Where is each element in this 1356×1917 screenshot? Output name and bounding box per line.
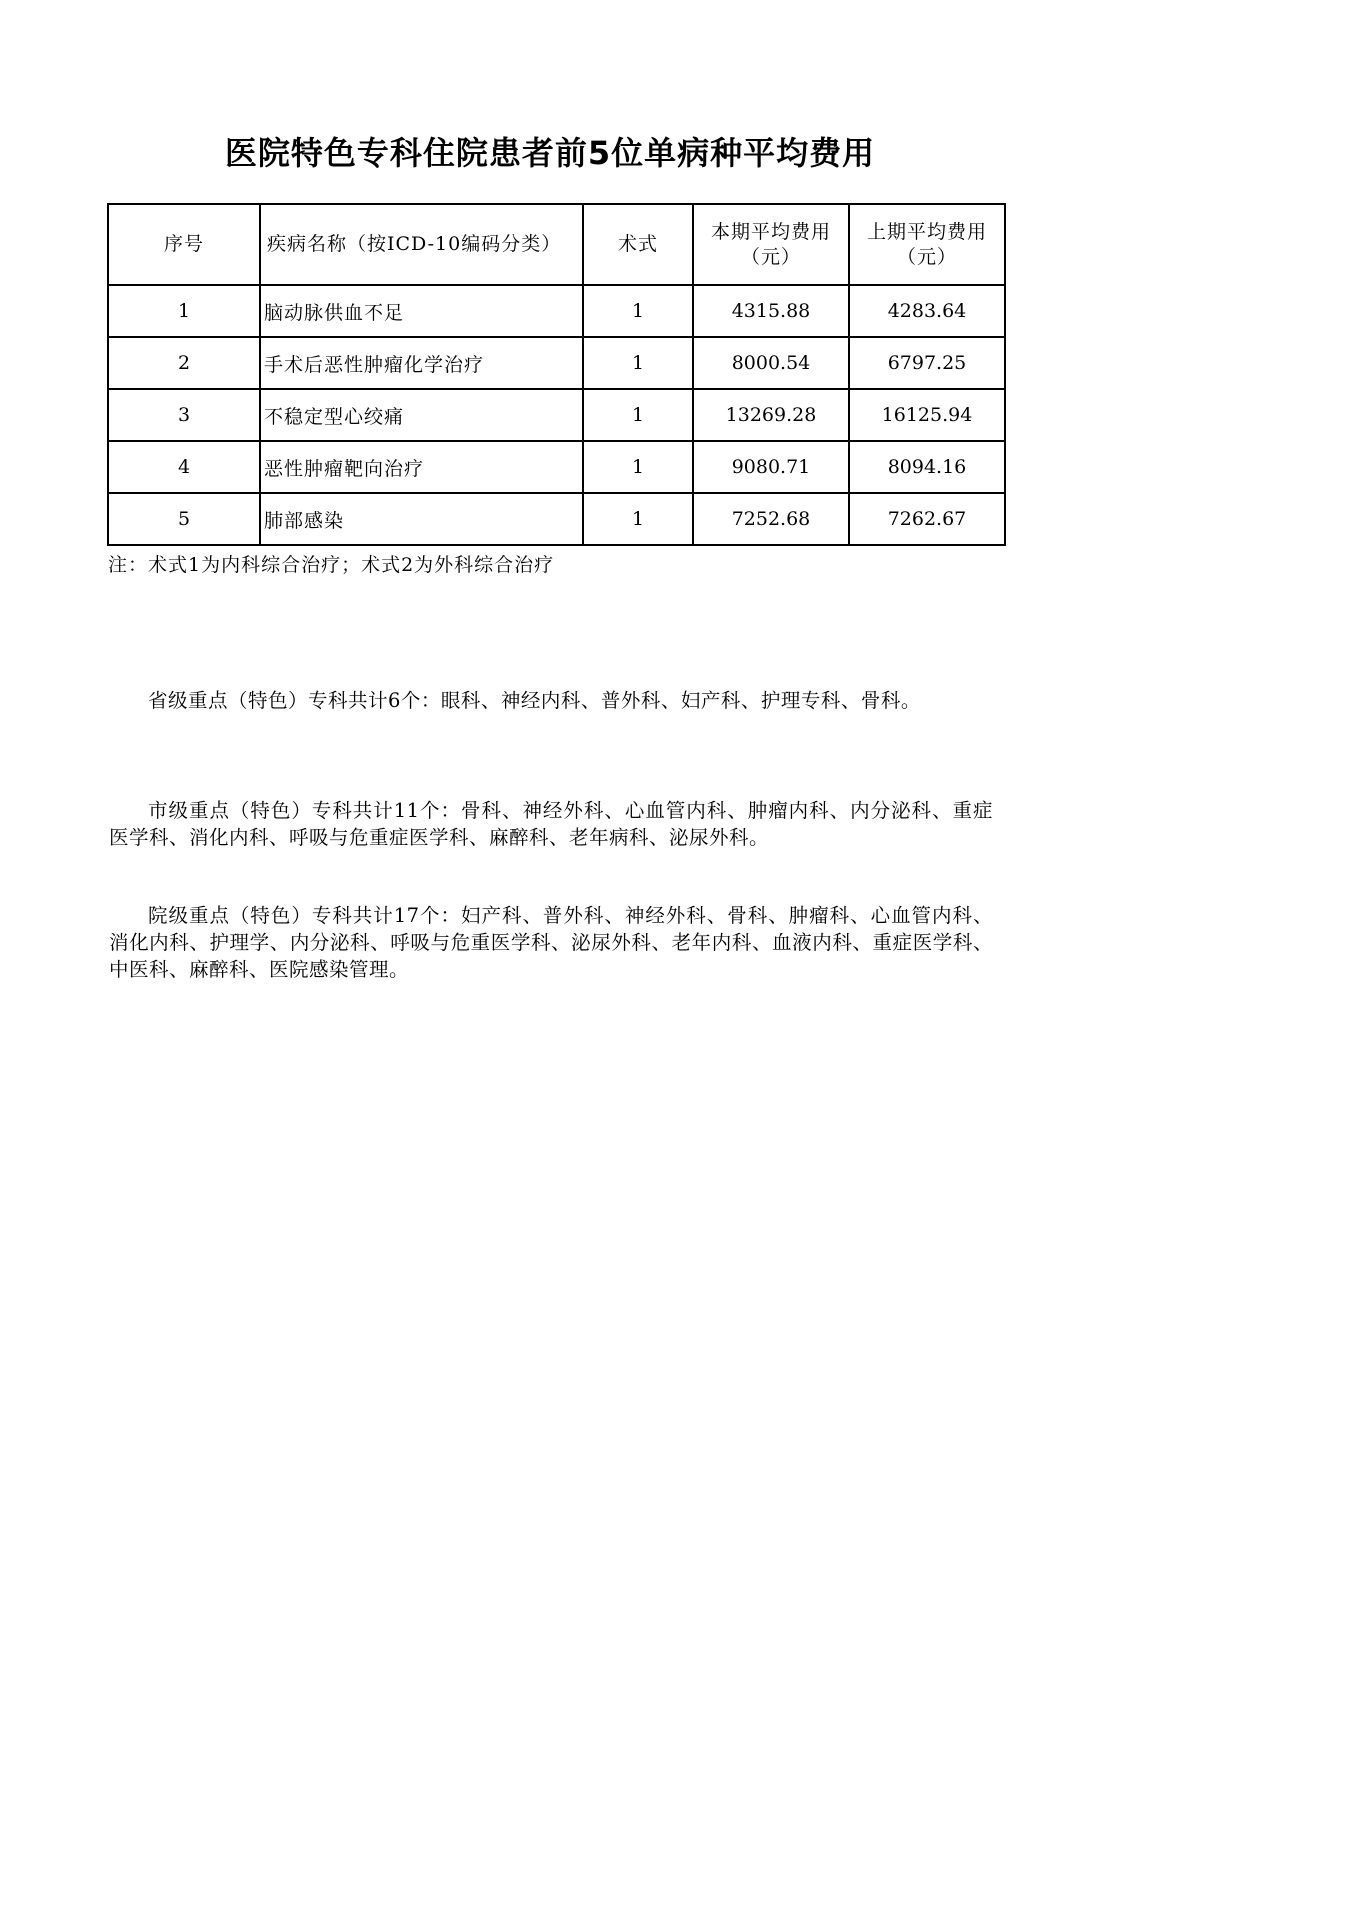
hospital-specialties-paragraph: 院级重点（特色）专科共计17个：妇产科、普外科、神经外科、骨科、肿瘤科、心血管内科、消化内科、护理学、内分泌科、呼吸与危重医学科、泌尿外科、老年内科、血液内科、重症医学科、中医科、麻醉科、医院感染管理。	[109, 904, 993, 981]
header-previous-cost	[849, 204, 1005, 285]
cell-current-cost: 9080.71	[693, 441, 849, 493]
cell-seq: 4	[108, 441, 260, 493]
table-row	[108, 389, 1005, 441]
cell-current-cost: 13269.28	[693, 389, 849, 441]
cell-previous-cost: 7262.67	[849, 493, 1005, 545]
cell-seq: 1	[108, 285, 260, 337]
table-row	[108, 285, 1005, 337]
table-header-row	[108, 204, 1005, 285]
header-disease: 疾病名称（按ICD-10编码分类）	[260, 204, 583, 285]
header-previous-cost-line2: （元）	[896, 245, 957, 268]
header-seq: 序号	[108, 204, 260, 285]
cell-method: 1	[583, 337, 693, 389]
cell-previous-cost: 6797.25	[849, 337, 1005, 389]
cell-seq: 2	[108, 337, 260, 389]
cell-disease: 不稳定型心绞痛	[260, 389, 583, 441]
cell-current-cost: 4315.88	[693, 285, 849, 337]
cell-method: 1	[583, 441, 693, 493]
municipal-specialties-paragraph: 市级重点（特色）专科共计11个：骨科、神经外科、心血管内科、肿瘤内科、内分泌科、重症医学科、消化内科、呼吸与危重症医学科、麻醉科、老年病科、泌尿外科。	[109, 799, 993, 849]
header-method: 术式	[583, 204, 693, 285]
table-footnote: 注：术式1为内科综合治疗；术式2为外科综合治疗	[108, 554, 555, 576]
cell-seq: 5	[108, 493, 260, 545]
cell-disease: 肺部感染	[260, 493, 583, 545]
cell-method: 1	[583, 285, 693, 337]
cell-method: 1	[583, 389, 693, 441]
cell-previous-cost: 4283.64	[849, 285, 1005, 337]
header-current-cost-line2: （元）	[740, 245, 801, 268]
cell-previous-cost: 8094.16	[849, 441, 1005, 493]
cell-current-cost: 8000.54	[693, 337, 849, 389]
page-title: 医院特色专科住院患者前5位单病种平均费用	[224, 134, 876, 172]
provincial-specialties-paragraph: 省级重点（特色）专科共计6个：眼科、神经内科、普外科、妇产科、护理专科、骨科。	[148, 689, 921, 712]
cell-method: 1	[583, 493, 693, 545]
table-row	[108, 493, 1005, 545]
cell-seq: 3	[108, 389, 260, 441]
cell-disease: 恶性肿瘤靶向治疗	[260, 441, 583, 493]
cell-disease: 脑动脉供血不足	[260, 285, 583, 337]
header-current-cost-line1: 本期平均费用	[710, 220, 831, 243]
header-previous-cost-line1: 上期平均费用	[866, 220, 987, 243]
header-current-cost	[693, 204, 849, 285]
cell-disease: 手术后恶性肿瘤化学治疗	[260, 337, 583, 389]
cost-table	[107, 203, 1006, 546]
cell-previous-cost: 16125.94	[849, 389, 1005, 441]
cell-current-cost: 7252.68	[693, 493, 849, 545]
table-row	[108, 441, 1005, 493]
table-row	[108, 337, 1005, 389]
